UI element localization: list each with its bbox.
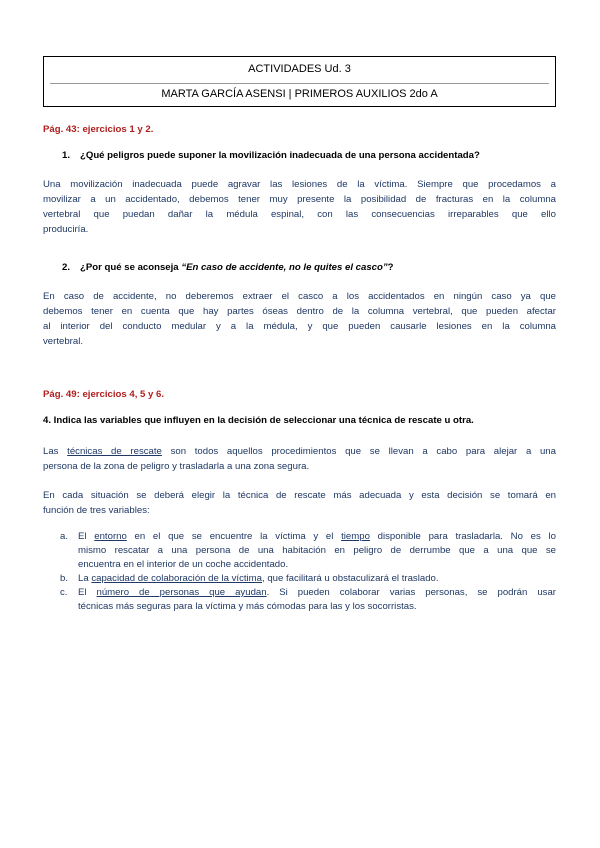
paragraph-variables [43,488,556,518]
text-run: disponible para trasladarla. No es lo [369,531,556,542]
answer-2-line: al interior del conducto medular y a la médula, y que pueden causarle lesiones en la columna [43,321,556,332]
list-marker: c. [60,587,68,598]
header-title: ACTIVIDADES Ud. 3 [248,63,351,75]
term-tiempo: tiempo [341,531,370,542]
paragraph-variables-line: función de tres variables: [43,505,150,516]
answer-1-line: Una movilización inadecuada puede agravar las lesiones de la víctima. Siempre que procedamos a [43,179,556,190]
text-run: La [78,573,92,584]
question-2-end: ? [387,262,394,273]
list-item [60,586,556,614]
header-box [43,56,556,107]
paragraph-tecnicas-line [43,444,556,459]
paragraph-variables-line: En cada situación se deberá elegir la técnica de rescate más adecuada y esta decisión se tomará en [43,490,556,501]
question-1-number: 1. [62,150,71,161]
answer-2-line: En caso de accidente, no deberemos extraer el casco a los accidentados en ningún caso ya que [43,291,556,302]
term-numero-de-personas: número de personas que ayudan [96,587,267,598]
answer-1-line: movilizar a un accidentado, debemos tener muy presente la posibilidad de fracturas en la columna [43,194,556,205]
section-title-pag-43: Pág. 43: ejercicios 1 y 2. [43,124,154,135]
question-2 [62,262,394,273]
text-run: en el que se encuentre la víctima y el [126,531,342,542]
list-marker: b. [60,573,69,584]
list-item-line: técnicas más seguras para la víctima y más cómodas para las y los socorristas. [78,601,417,612]
question-4: 4. Indica las variables que influyen en la decisión de seleccionar una técnica de rescate u otra. [43,415,474,426]
question-2-quote: “En caso de accidente, no le quites el casco” [181,262,388,273]
text-run: El [78,587,97,598]
question-2-number: 2. [62,262,71,273]
list-item [60,572,556,586]
paragraph-tecnicas [43,444,556,474]
answer-1-line: produciría. [43,224,89,235]
list-marker: a. [60,531,69,542]
text-run: son todos aquellos procedimientos que se llevan a cabo para alejar a una [161,446,556,457]
paragraph-tecnicas-line: persona de la zona de peligro y trasladarla a una zona segura. [43,461,310,472]
term-capacidad-de-colaboracion: capacidad de colaboración de la víctima [91,573,263,584]
answer-1-line: vertebral que puedan dañar la médula espinal, con las consecuencias irreparables que ello [43,209,556,220]
list-item [60,530,556,572]
answer-2-line: vertebral. [43,336,83,347]
term-entorno: entorno [94,531,127,542]
answer-2 [43,289,556,349]
answer-1 [43,177,556,237]
question-2-text: ¿Por qué se aconseja [80,262,182,273]
answer-2-line: debemos tener en cuenta que hay partes óseas dentro de la columna vertebral, que pueden afectar [43,306,556,317]
list-item-line: encuentra en el interior de un coche accidentado. [78,559,289,570]
list-item-line [78,530,556,544]
list-item-line [78,572,556,586]
list-item-line [78,586,556,600]
list-item-line: mismo rescatar a una persona de una habitación en peligro de derrumbe que a una que se [78,545,556,556]
header-divider [50,83,549,84]
text-run: El [78,531,95,542]
question-1 [62,150,480,161]
text-run: Las [43,446,68,457]
header-subtitle: MARTA GARCÍA ASENSI | PRIMEROS AUXILIOS 2do A [161,88,438,100]
variables-list [60,530,556,614]
text-run: . Si pueden colaborar varias personas, se podrán usar [266,587,556,598]
section-title-pag-49: Pág. 49: ejercicios 4, 5 y 6. [43,389,165,400]
text-run: , que facilitará u obstaculizará el traslado. [262,573,439,584]
term-tecnicas-de-rescate: técnicas de rescate [67,446,162,457]
question-1-text: ¿Qué peligros puede suponer la movilización inadecuada de una persona accidentada? [80,150,480,161]
